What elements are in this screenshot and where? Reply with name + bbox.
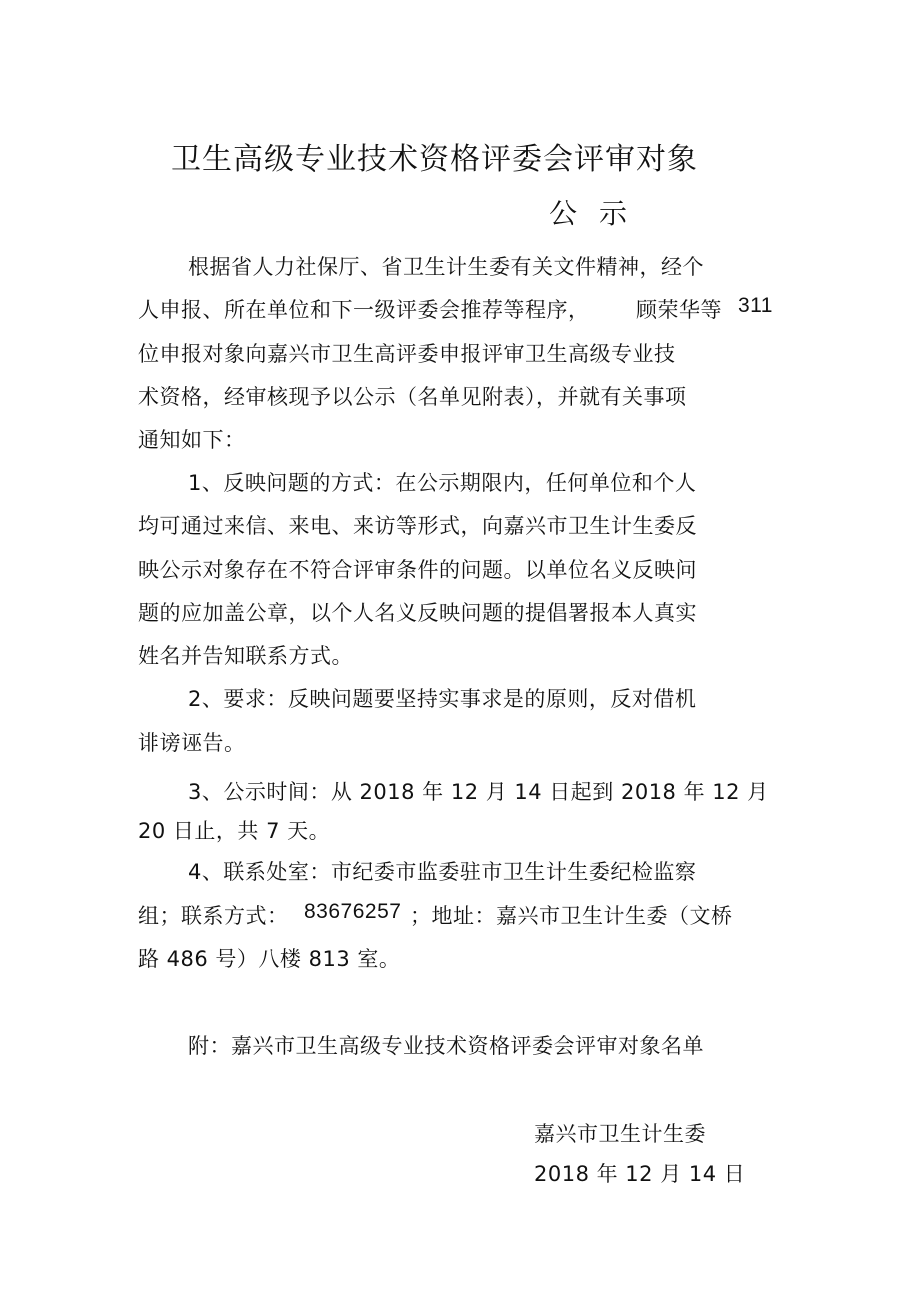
item4-line-2: 组；联系方式： <box>138 904 289 928</box>
item1-line-5: 姓名并告知联系方式。 <box>138 644 353 668</box>
document-subtitle: 公示 <box>549 197 650 230</box>
item4-line-2-address: ；地址：嘉兴市卫生计生委（文桥 <box>410 904 733 928</box>
item2-line-1: 2、要求：反映问题要坚持实事求是的原则，反对借机 <box>188 687 697 711</box>
intro-line-4: 术资格，经审核现予以公示（名单见附表），并就有关事项 <box>138 385 687 409</box>
intro-line-5: 通知如下： <box>138 428 246 452</box>
contact-phone: 83676257 <box>304 900 402 923</box>
attachment-note: 附：嘉兴市卫生高级专业技术资格评委会评审对象名单 <box>188 1034 704 1058</box>
signature-org: 嘉兴市卫生计生委 <box>534 1122 706 1146</box>
document-title: 卫生高级专业技术资格评委会评审对象 <box>171 142 698 177</box>
intro-line-1: 根据省人力社保厅、省卫生计生委有关文件精神，经个 <box>188 255 704 279</box>
item4-line-1: 4、联系处室：市纪委市监委驻市卫生计生委纪检监察 <box>188 860 697 884</box>
item1-line-2: 均可通过来信、来电、来访等形式，向嘉兴市卫生计生委反 <box>138 514 697 538</box>
item3-line-2: 20 日止，共 7 天。 <box>138 819 331 843</box>
intro-applicant-count: 311 <box>738 294 773 317</box>
intro-line-2: 人申报、所在单位和下一级评委会推荐等程序， <box>138 298 590 322</box>
intro-line-3: 位申报对象向嘉兴市卫生高评委申报评审卫生高级专业技 <box>138 342 676 366</box>
item1-line-1: 1、反映问题的方式：在公示期限内，任何单位和个人 <box>188 471 697 495</box>
item4-line-3: 路 486 号）八楼 813 室。 <box>138 947 401 971</box>
item2-line-2: 诽谤诬告。 <box>138 731 246 755</box>
signature-date: 2018 年 12 月 14 日 <box>534 1162 746 1186</box>
item3-line-1: 3、公示时间：从 2018 年 12 月 14 日起到 2018 年 12 月 <box>188 780 769 804</box>
item1-line-3: 映公示对象存在不符合评审条件的问题。以单位名义反映问 <box>138 558 697 582</box>
intro-applicant-name: 顾荣华等 <box>636 298 722 322</box>
item1-line-4: 题的应加盖公章，以个人名义反映问题的提倡署报本人真实 <box>138 601 697 625</box>
